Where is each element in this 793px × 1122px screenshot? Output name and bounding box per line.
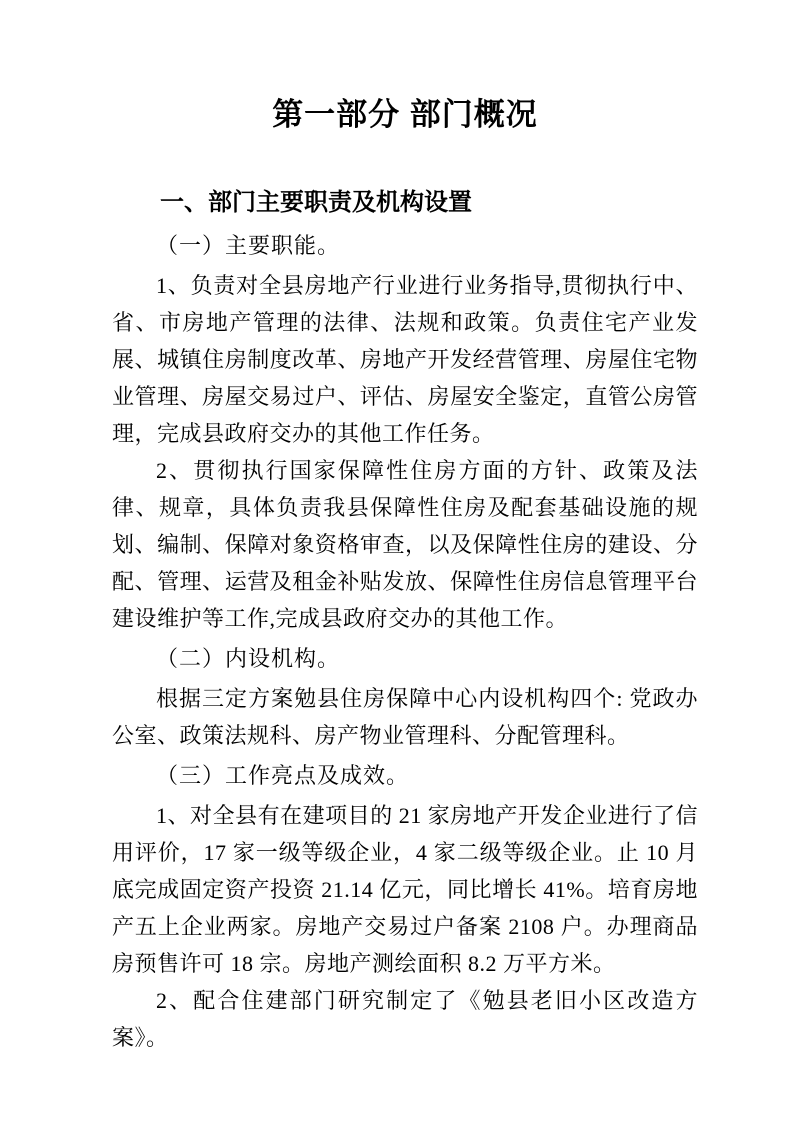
paragraph-main-functions-2: 2、贯彻执行国家保障性住房方面的方针、政策及法律、规章，具体负责我县保障性住房及配套基础设施的规划、编制、保障对象资格审查，以及保障性住房的建设、分配、管理、运营及租金补贴发放、保障性住房信息管理平台建设维护等工作,完成县政府交办的其他工作。: [112, 458, 698, 631]
paragraph-work-highlights-2: 2、配合住建部门研究制定了《勉县老旧小区改造方案》。: [112, 988, 698, 1050]
subsection-heading-work-highlights: （三）工作亮点及成效。: [156, 763, 410, 788]
document-title: 第一部分 部门概况: [272, 97, 538, 132]
subsection-heading-internal-orgs: （二）内设机构。: [156, 646, 341, 671]
paragraph-main-functions-1: 1、负责对全县房地产行业进行业务指导,贯彻执行中、省、市房地产管理的法律、法规和政策。负责住宅产业发展、城镇住房制度改革、房地产开发经营管理、房屋住宅物业管理、房屋交易过户、评估、房屋安全鉴定，直管公房管理，完成县政府交办的其他工作任务。: [112, 273, 698, 446]
paragraph-work-highlights-1: 1、对全县有在建项目的 21 家房地产开发企业进行了信用评价，17 家一级等级企业，4 家二级等级企业。止 10 月底完成固定资产投资 21.14 亿元，同比增长 41%。培育房地产五上企业两家。房地产交易过户备案 2108 户。办理商品房预售许可 18 宗。房地产测绘面积 8.2 万平方米。: [112, 803, 698, 976]
subsection-heading-main-functions: （一）主要职能。: [156, 233, 341, 258]
section-heading: 一、部门主要职责及机构设置: [160, 189, 472, 216]
paragraph-internal-orgs-1: 根据三定方案勉县住房保障中心内设机构四个: 党政办公室、政策法规科、房产物业管理科、分配管理科。: [112, 686, 698, 748]
